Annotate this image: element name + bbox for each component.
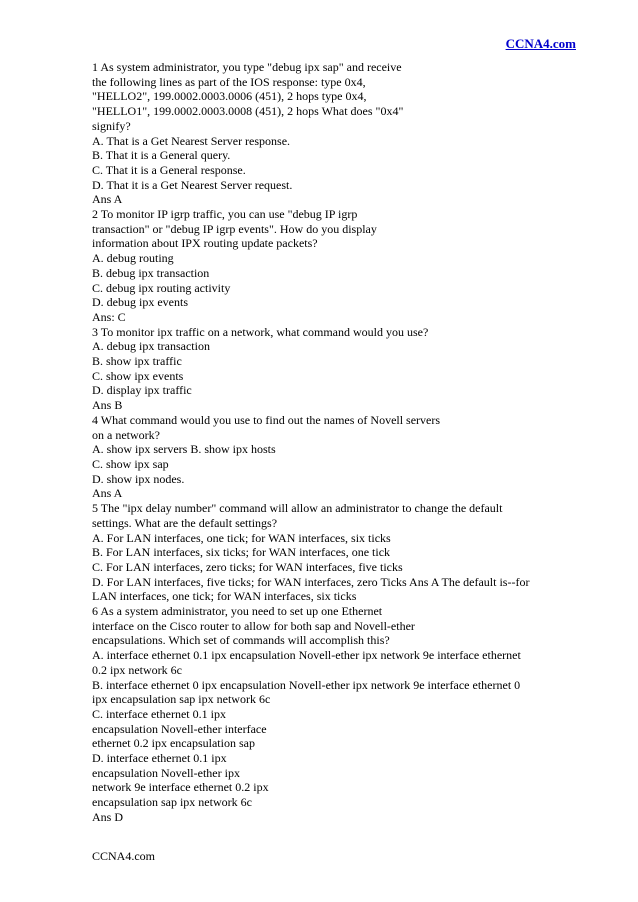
- text-line: Ans A: [92, 192, 123, 207]
- text-line: 0.2 ipx network 6c: [92, 662, 182, 677]
- text-line: D. For LAN interfaces, five ticks; for WAN interfaces, zero Ticks Ans A The default is--for: [92, 574, 530, 589]
- text-line: signify?: [92, 118, 131, 133]
- text-line: B. show ipx traffic: [92, 354, 182, 369]
- text-line: encapsulation Novell-ether ipx: [92, 765, 240, 780]
- text-line: B. debug ipx transaction: [92, 265, 210, 280]
- document-body: [92, 60, 572, 825]
- text-line: D. display ipx traffic: [92, 383, 192, 398]
- text-line: A. That is a Get Nearest Server response.: [92, 133, 291, 148]
- text-line: A. show ipx servers B. show ipx hosts: [92, 442, 276, 457]
- text-line: ethernet 0.2 ipx encapsulation sap: [92, 736, 255, 751]
- text-line: network 9e interface ethernet 0.2 ipx: [92, 780, 269, 795]
- text-line: Ans D: [92, 809, 124, 824]
- header-site-link[interactable]: CCNA4.com: [505, 36, 576, 51]
- text-line: A. debug routing: [92, 251, 174, 266]
- text-line: C. show ipx events: [92, 368, 184, 383]
- text-line: encapsulations. Which set of commands will accomplish this?: [92, 633, 390, 648]
- text-line: 6 As a system administrator, you need to set up one Ethernet: [92, 604, 383, 619]
- text-line: 2 To monitor IP igrp traffic, you can use "debug IP igrp: [92, 207, 358, 222]
- text-line: 5 The "ipx delay number" command will allow an administrator to change the default: [92, 501, 503, 516]
- text-line: 3 To monitor ipx traffic on a network, what command would you use?: [92, 324, 429, 339]
- text-line: information about IPX routing update packets?: [92, 236, 318, 251]
- text-line: B. interface ethernet 0 ipx encapsulation Novell-ether ipx network 9e interface ethernet 0: [92, 677, 521, 692]
- text-line: D. debug ipx events: [92, 295, 188, 310]
- text-line: D. show ipx nodes.: [92, 471, 185, 486]
- text-line: Ans A: [92, 486, 123, 501]
- text-line: C. debug ipx routing activity: [92, 280, 231, 295]
- text-line: Ans B: [92, 398, 123, 413]
- text-line: Ans: C: [92, 309, 126, 324]
- text-line: B. That it is a General query.: [92, 148, 231, 163]
- text-line: D. That it is a Get Nearest Server request.: [92, 177, 293, 192]
- text-line: A. interface ethernet 0.1 ipx encapsulation Novell-ether ipx network 9e interface ethernet: [92, 648, 521, 663]
- text-line: C. That it is a General response.: [92, 162, 246, 177]
- text-line: C. interface ethernet 0.1 ipx: [92, 706, 226, 721]
- text-line: "HELLO1", 199.0002.0003.0008 (451), 2 hops What does "0x4": [92, 104, 404, 119]
- text-line: D. interface ethernet 0.1 ipx: [92, 751, 227, 766]
- text-line: the following lines as part of the IOS response: type 0x4,: [92, 74, 366, 89]
- text-line: C. For LAN interfaces, zero ticks; for WAN interfaces, five ticks: [92, 559, 403, 574]
- text-line: A. For LAN interfaces, one tick; for WAN interfaces, six ticks: [92, 530, 391, 545]
- text-line: C. show ipx sap: [92, 456, 169, 471]
- text-line: "HELLO2", 199.0002.0003.0006 (451), 2 hops type 0x4,: [92, 89, 367, 104]
- text-line: ipx encapsulation sap ipx network 6c: [92, 692, 271, 707]
- text-line: 1 As system administrator, you type "debug ipx sap" and receive: [92, 60, 402, 74]
- footer-text: CCNA4.com: [92, 849, 155, 863]
- text-line: B. For LAN interfaces, six ticks; for WAN interfaces, one tick: [92, 545, 391, 560]
- text-line: LAN interfaces, one tick; for WAN interfaces, six ticks: [92, 589, 357, 604]
- text-line: settings. What are the default settings?: [92, 515, 278, 530]
- text-line: interface on the Cisco router to allow for both sap and Novell-ether: [92, 618, 415, 633]
- text-line: on a network?: [92, 427, 160, 442]
- text-line: encapsulation sap ipx network 6c: [92, 795, 252, 810]
- text-line: A. debug ipx transaction: [92, 339, 210, 354]
- text-line: transaction" or "debug IP igrp events". How do you display: [92, 221, 377, 236]
- text-line: encapsulation Novell-ether interface: [92, 721, 267, 736]
- text-line: 4 What command would you use to find out the names of Novell servers: [92, 412, 441, 427]
